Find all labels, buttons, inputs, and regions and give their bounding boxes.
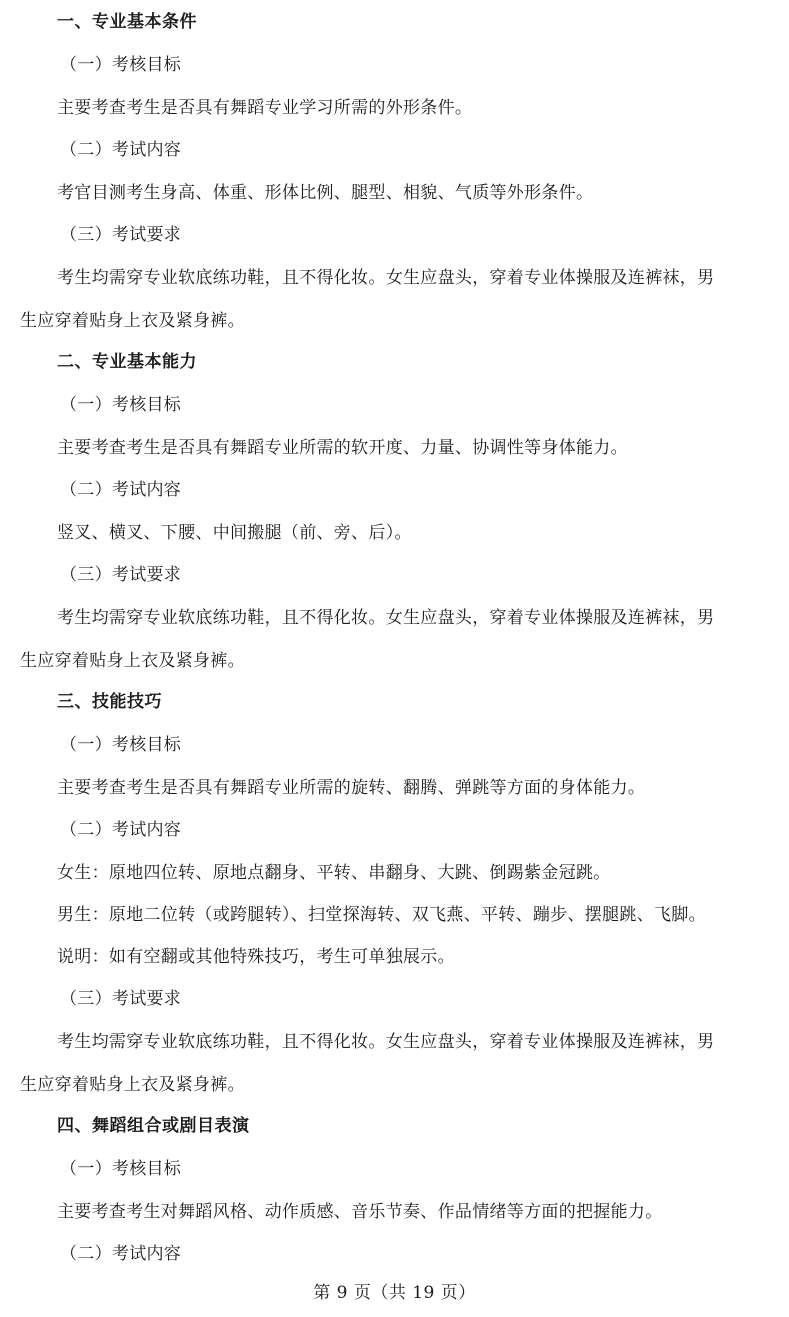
section-2-req-label: （三）考试要求 (60, 565, 182, 585)
section-2-req-line-1: 考生均需穿专业软底练功鞋，且不得化妆。女生应盘头，穿着专业体操服及连裤袜，男 (57, 608, 715, 628)
section-1-goal-text: 主要考查考生是否具有舞蹈专业学习所需的外形条件。 (57, 98, 473, 118)
section-2-goal-label: （一）考核目标 (60, 395, 182, 415)
section-3-content-label: （二）考试内容 (60, 820, 182, 840)
section-3-content-note: 说明：如有空翻或其他特殊技巧，考生可单独展示。 (57, 947, 455, 967)
section-3-goal-label: （一）考核目标 (60, 735, 182, 755)
section-2-goal-text: 主要考查考生是否具有舞蹈专业所需的软开度、力量、协调性等身体能力。 (57, 438, 628, 458)
section-2-content-text: 竖叉、横叉、下腰、中间搬腿（前、旁、后）。 (57, 523, 412, 543)
section-1-content-label: （二）考试内容 (60, 140, 182, 160)
section-4-goal-text: 主要考查考生对舞蹈风格、动作质感、音乐节奏、作品情绪等方面的把握能力。 (57, 1202, 663, 1222)
section-1-content-text: 考官目测考生身高、体重、形体比例、腿型、相貌、气质等外形条件。 (57, 183, 594, 203)
section-3-goal-text: 主要考查考生是否具有舞蹈专业所需的旋转、翻腾、弹跳等方面的身体能力。 (57, 778, 646, 798)
section-3-content-female: 女生：原地四位转、原地点翻身、平转、串翻身、大跳、倒踢紫金冠跳。 (57, 863, 611, 883)
section-1-req-line-2: 生应穿着贴身上衣及紧身裤。 (20, 311, 245, 331)
section-4-goal-label: （一）考核目标 (60, 1159, 182, 1179)
section-2-req-line-2: 生应穿着贴身上衣及紧身裤。 (20, 651, 245, 671)
section-1-goal-label: （一）考核目标 (60, 55, 182, 75)
section-title-1: 一、专业基本条件 (57, 12, 197, 32)
section-3-req-line-1: 考生均需穿专业软底练功鞋，且不得化妆。女生应盘头，穿着专业体操服及连裤袜，男 (57, 1032, 715, 1052)
section-2-content-label: （二）考试内容 (60, 480, 182, 500)
section-title-4: 四、舞蹈组合或剧目表演 (57, 1116, 250, 1136)
section-4-content-label: （二）考试内容 (60, 1244, 182, 1264)
section-1-req-label: （三）考试要求 (60, 225, 182, 245)
section-3-req-label: （三）考试要求 (60, 989, 182, 1009)
section-title-3: 三、技能技巧 (57, 692, 162, 712)
section-3-req-line-2: 生应穿着贴身上衣及紧身裤。 (20, 1075, 245, 1095)
section-3-content-male: 男生：原地二位转（或跨腿转）、扫堂探海转、双飞燕、平转、蹦步、摆腿跳、飞脚。 (57, 905, 706, 925)
section-title-2: 二、专业基本能力 (57, 352, 197, 372)
page-number-footer: 第 9 页（共 19 页） (313, 1283, 476, 1303)
section-1-req-line-1: 考生均需穿专业软底练功鞋，且不得化妆。女生应盘头，穿着专业体操服及连裤袜，男 (57, 268, 715, 288)
